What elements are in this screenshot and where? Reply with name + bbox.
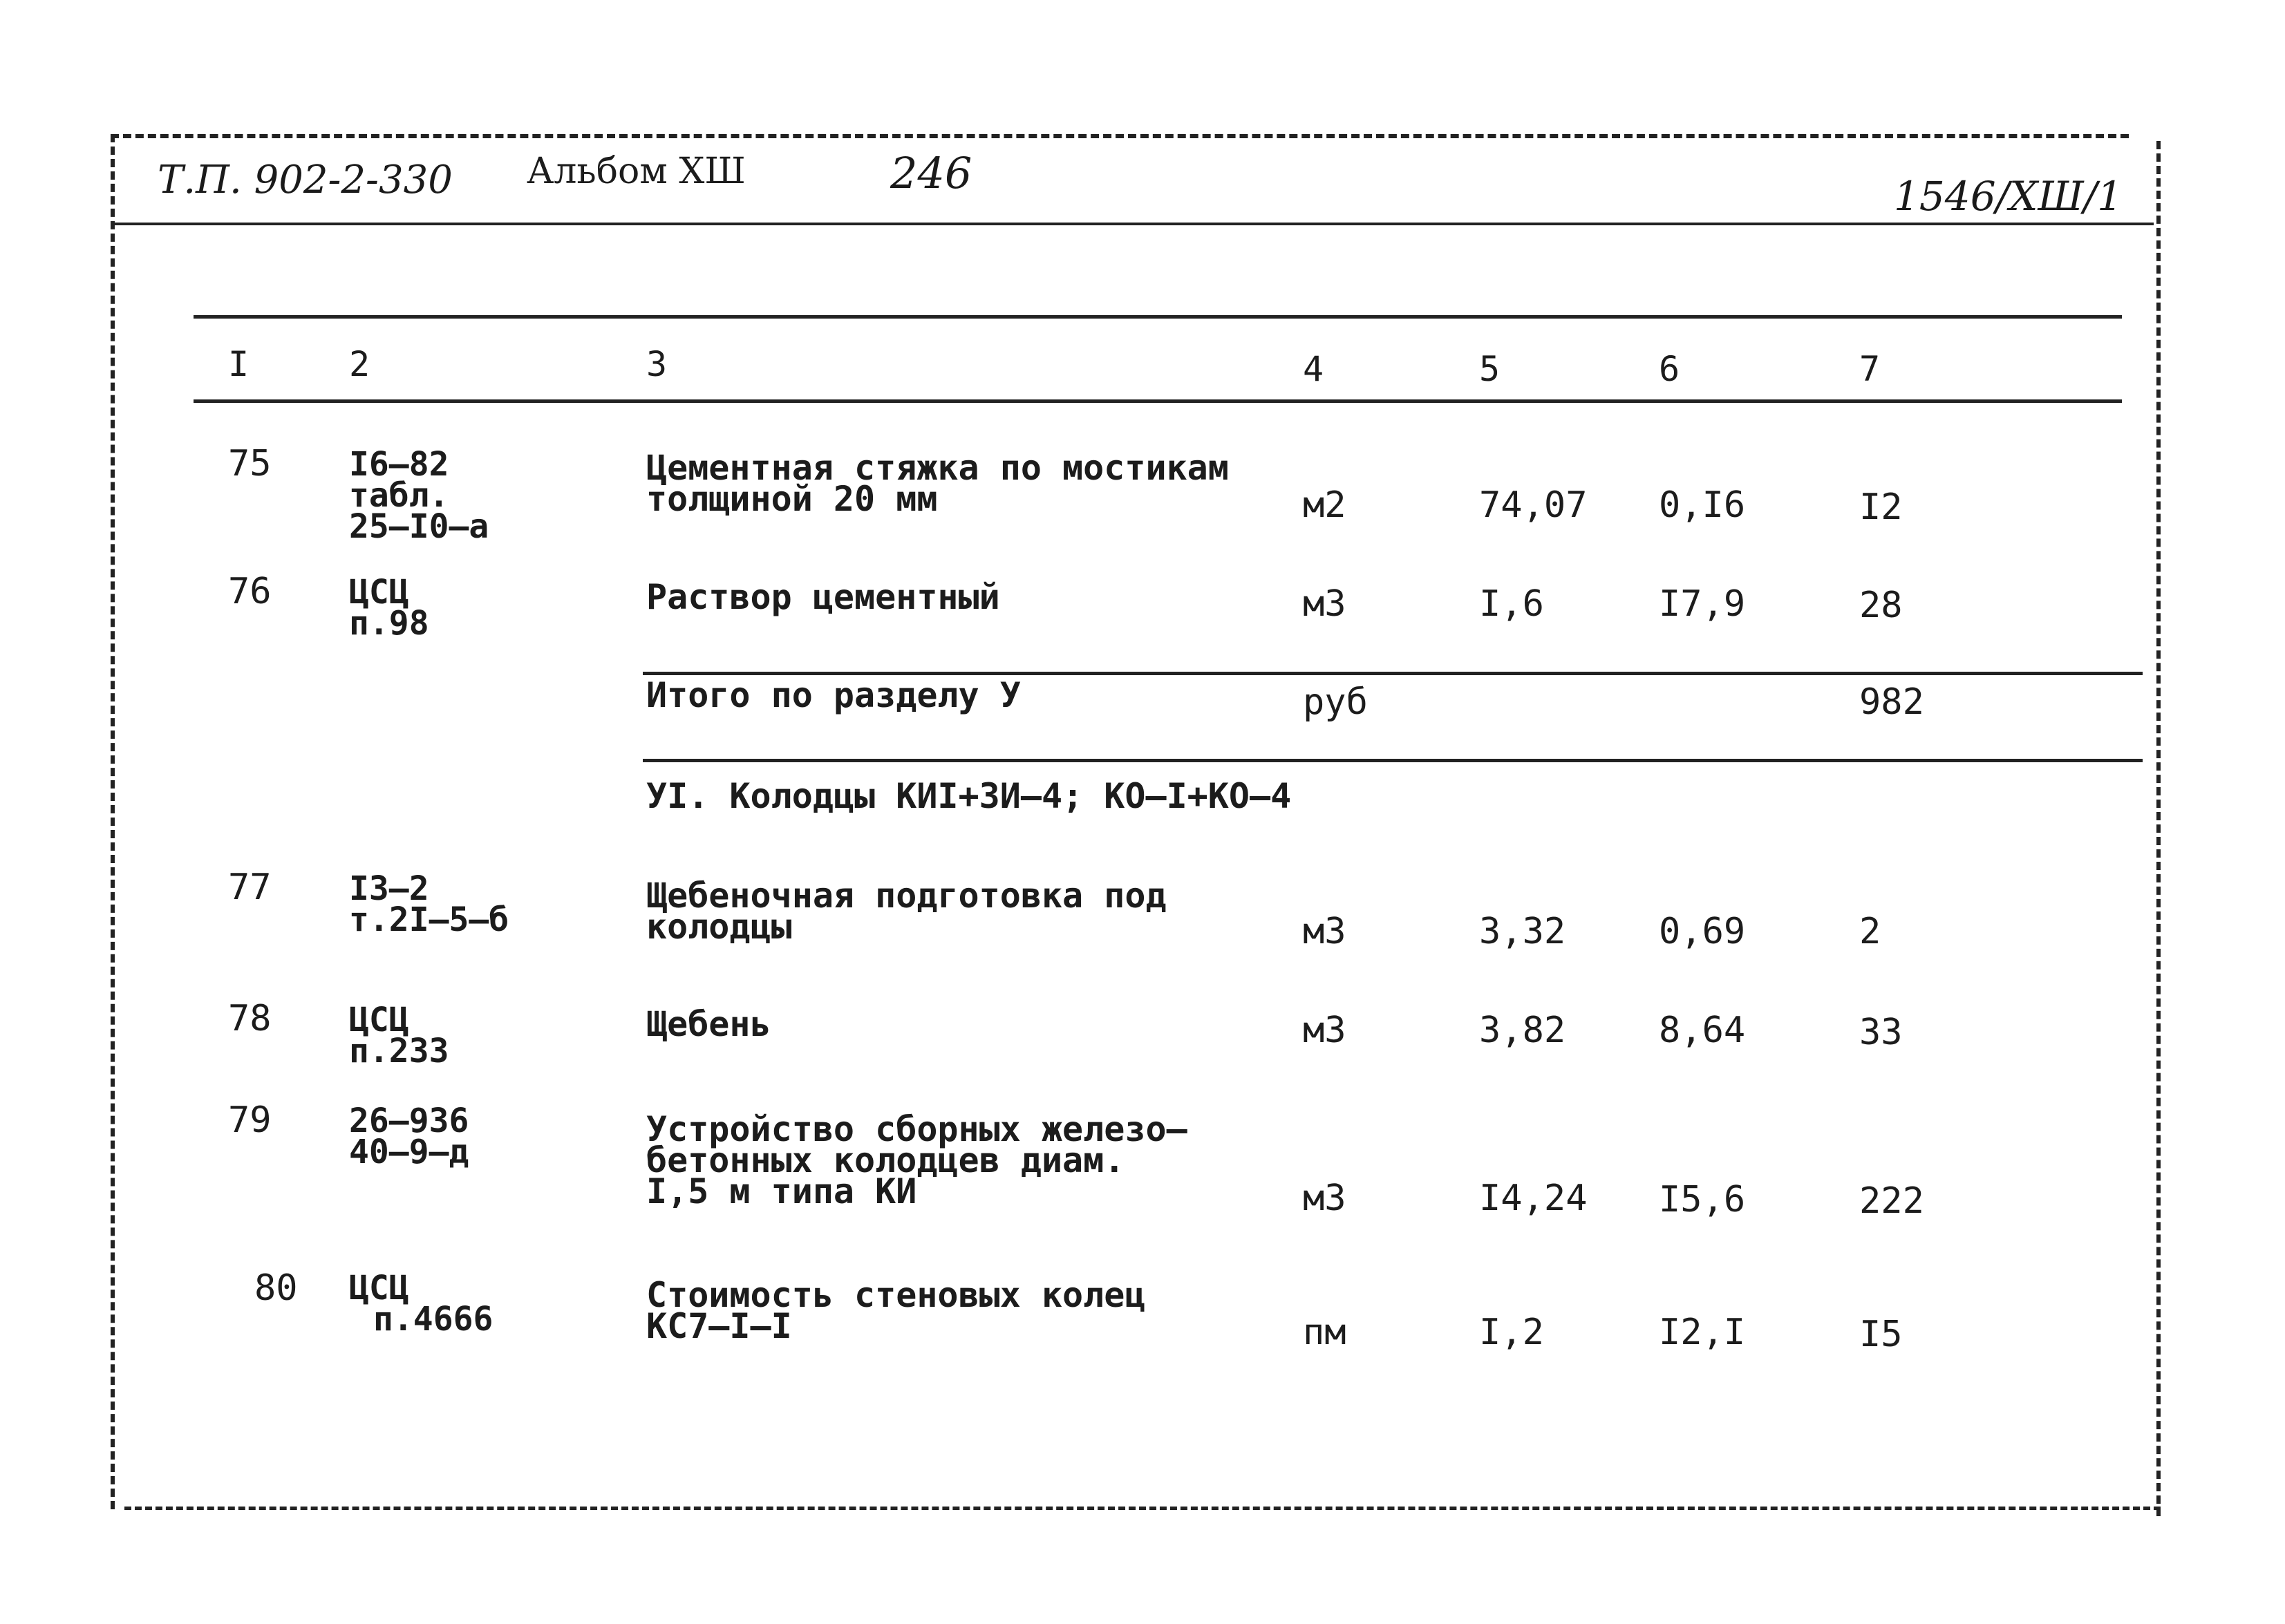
total-cost: 222: [1859, 1180, 1924, 1222]
row-number: 76: [228, 571, 272, 612]
norm-code-line: т.2I–5–б: [349, 900, 509, 939]
unit: м3: [1303, 583, 1346, 625]
work-description-line: Раствор цементный: [646, 577, 1000, 617]
norm-code-line: I6–82: [349, 445, 449, 484]
norm-code-line: ЦСЦ: [349, 1269, 409, 1307]
unit: м3: [1303, 1178, 1346, 1219]
subtotal-bottom-rule: [643, 759, 2143, 762]
norm-code-line: п.233: [349, 1032, 449, 1070]
unit-price: I5,6: [1659, 1179, 1746, 1220]
unit-price: 0,I6: [1659, 484, 1746, 526]
work-description-line: I,5 м типа КИ: [646, 1171, 917, 1211]
row-number: 78: [228, 998, 272, 1039]
row-number: 77: [228, 867, 272, 908]
total-cost: 33: [1859, 1012, 1903, 1053]
norm-code-line: ЦСЦ: [349, 573, 409, 612]
norm-code-line: п.98: [349, 604, 429, 643]
row-number: 79: [228, 1099, 272, 1141]
quantity: 3,82: [1479, 1010, 1566, 1051]
work-description-line: Цементная стяжка по мостикам: [646, 448, 1229, 488]
norm-code-line: табл.: [349, 476, 449, 515]
page-number: 246: [890, 148, 972, 198]
header-rule: [115, 223, 2154, 225]
frame-left-border: [111, 134, 115, 1509]
column-number-5: 5: [1479, 349, 1501, 389]
subtotal-value: 982: [1859, 681, 1924, 723]
frame-top-border: [111, 134, 2129, 138]
quantity: I,6: [1479, 583, 1544, 625]
unit-price: I2,I: [1659, 1312, 1746, 1353]
frame-bottom-border: [124, 1507, 2161, 1510]
row-number: 75: [228, 443, 272, 484]
table-top-rule: [194, 315, 2122, 319]
section-heading: УI. Колодцы КИI+3И–4; КО–I+КО–4: [646, 776, 1292, 816]
work-description-line: КС7–I–I: [646, 1306, 792, 1346]
work-description-line: Устройство сборных железо–: [646, 1109, 1187, 1149]
norm-code-line: 26–936: [349, 1102, 469, 1140]
row-number: 80: [254, 1267, 298, 1309]
total-cost: 28: [1859, 585, 1903, 626]
norm-code-line: 25–I0–а: [349, 507, 489, 546]
work-description-line: бетонных колодцев диам.: [646, 1140, 1125, 1180]
column-number-6: 6: [1659, 349, 1680, 389]
norm-code-line: п.4666: [373, 1300, 493, 1339]
unit: м2: [1303, 484, 1346, 526]
total-cost: I2: [1859, 487, 1903, 528]
work-description-line: толщиной 20 мм: [646, 479, 938, 519]
album-label: Альбом ХШ: [527, 151, 746, 192]
unit-price: 8,64: [1659, 1010, 1746, 1051]
quantity: 74,07: [1479, 484, 1588, 526]
unit: м3: [1303, 1010, 1346, 1051]
norm-code-line: ЦСЦ: [349, 1001, 409, 1039]
table-header-rule: [194, 399, 2122, 403]
total-cost: I5: [1859, 1314, 1903, 1355]
quantity: I4,24: [1479, 1178, 1588, 1219]
quantity: I,2: [1479, 1312, 1544, 1353]
total-cost: 2: [1859, 911, 1881, 952]
work-description-line: колодцы: [646, 907, 792, 947]
unit-price: I7,9: [1659, 583, 1746, 625]
unit: м3: [1303, 911, 1346, 952]
column-number-4: 4: [1303, 349, 1324, 389]
norm-code-line: 40–9–д: [349, 1133, 469, 1171]
column-number-3: 3: [646, 344, 668, 384]
unit: пм: [1303, 1312, 1346, 1353]
frame-right-border: [2156, 141, 2161, 1516]
quantity: 3,32: [1479, 911, 1566, 952]
column-number-1: I: [228, 344, 250, 384]
subtotal-unit: руб: [1303, 681, 1368, 723]
work-description-line: Щебень: [646, 1004, 771, 1044]
subtotal-label: Итого по разделу У: [646, 675, 1021, 715]
archive-number: 1546/ХШ/1: [1894, 173, 2123, 220]
column-number-7: 7: [1859, 349, 1881, 389]
work-description-line: Стоимость стеновых колец: [646, 1275, 1146, 1315]
work-description-line: Щебеночная подготовка под: [646, 876, 1167, 916]
norm-code-line: I3–2: [349, 869, 429, 908]
unit-price: 0,69: [1659, 911, 1746, 952]
column-number-2: 2: [349, 344, 370, 384]
project-code: Т.П. 902-2-330: [158, 158, 453, 202]
